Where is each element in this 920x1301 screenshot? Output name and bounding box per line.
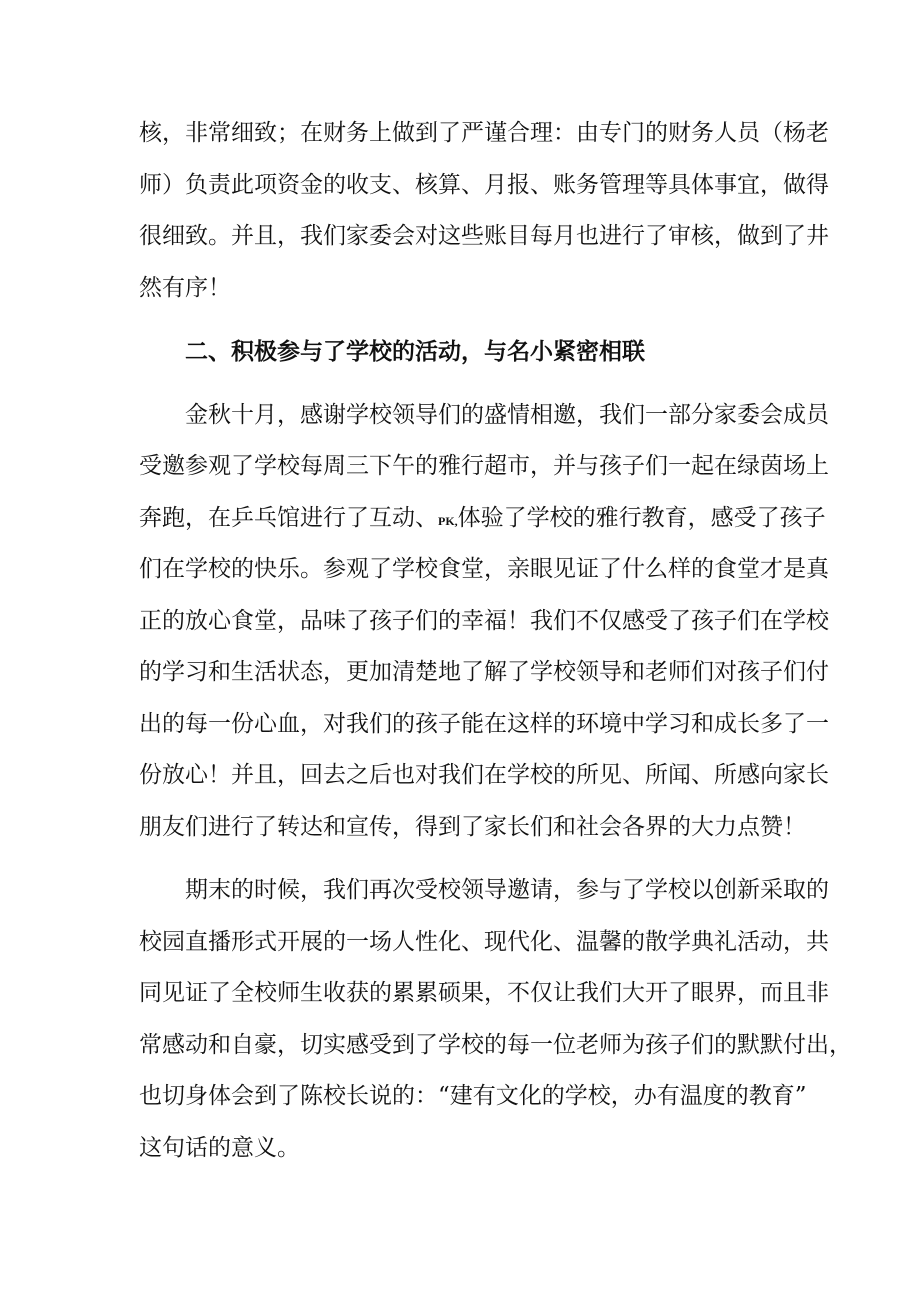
text-line: 然有序！ bbox=[139, 274, 231, 301]
text-line: 的学习和生活状态，更加清楚地了解了学校领导和老师们对孩子们付 bbox=[139, 659, 829, 685]
paragraph-activities bbox=[139, 390, 829, 854]
text-line: 期末的时候，我们再次受校领导邀请，参与了学校以创新采取的 bbox=[185, 877, 829, 903]
text-fragment: 奔跑，在乒乓馆进行了互动、 bbox=[139, 504, 438, 531]
text-line: 核，非常细致；在财务上做到了严谨合理：由专门的财务人员（杨老 bbox=[139, 120, 829, 146]
paragraph-gap bbox=[139, 314, 791, 326]
text-line: 份放心！并且，回去之后也对我们在学校的所见、所闻、所感向家长 bbox=[139, 762, 829, 788]
text-line: 常感动和自豪，切实感受到了学校的每一位老师为孩子们的默默付出， bbox=[139, 1031, 852, 1058]
paragraph-gap bbox=[139, 853, 791, 865]
text-line: 也切身体会到了陈校长说的：“建有文化的学校，办有温度的教育” bbox=[139, 1083, 807, 1109]
paragraph-gap bbox=[139, 378, 791, 390]
text-line: 金秋十月，感谢学校领导们的盛情相邀，我们一部分家委会成员 bbox=[185, 401, 829, 428]
text-line: 出的每一份心血，对我们的孩子能在这样的环境中学习和成长多了一 bbox=[139, 710, 829, 737]
text-line: 朋友们进行了转达和宣传，得到了家长们和社会各界的大力点赞！ bbox=[139, 813, 806, 840]
text-line: 受邀参观了学校每周三下午的雅行超市，并与孩子们一起在绿茵场上 bbox=[139, 453, 829, 479]
pk-abbreviation: PK, bbox=[438, 513, 458, 528]
text-line: 很细致。并且，我们家委会对这些账目每月也进行了审核，做到了井 bbox=[139, 223, 829, 249]
text-line: 这句话的意义。 bbox=[139, 1134, 300, 1161]
paragraph-finance bbox=[139, 108, 829, 314]
document-body bbox=[139, 108, 852, 1174]
text-line: 校园直播形式开展的一场人性化、现代化、温馨的散学典礼活动，共 bbox=[139, 928, 829, 955]
text-fragment: 体验了学校的雅行教育，感受了孩子 bbox=[457, 504, 826, 531]
text-line: 同见证了全校师生收获的累累硕果，不仅让我们大开了眼界，而且非 bbox=[139, 980, 829, 1006]
paragraph-ceremony bbox=[139, 865, 852, 1174]
text-line: 们在学校的快乐。参观了学校食堂，亲眼见证了什么样的食堂才是真 bbox=[139, 556, 829, 582]
text-line: 正的放心食堂，品味了孩子们的幸福！我们不仅感受了孩子们在学校 bbox=[139, 607, 829, 634]
text-line-with-pk bbox=[139, 493, 826, 545]
section-heading: 二、积极参与了学校的活动，与名小紧密相联 bbox=[185, 338, 645, 365]
text-line: 师）负责此项资金的收支、核算、月报、账务管理等具体事宜，做得 bbox=[139, 171, 829, 198]
